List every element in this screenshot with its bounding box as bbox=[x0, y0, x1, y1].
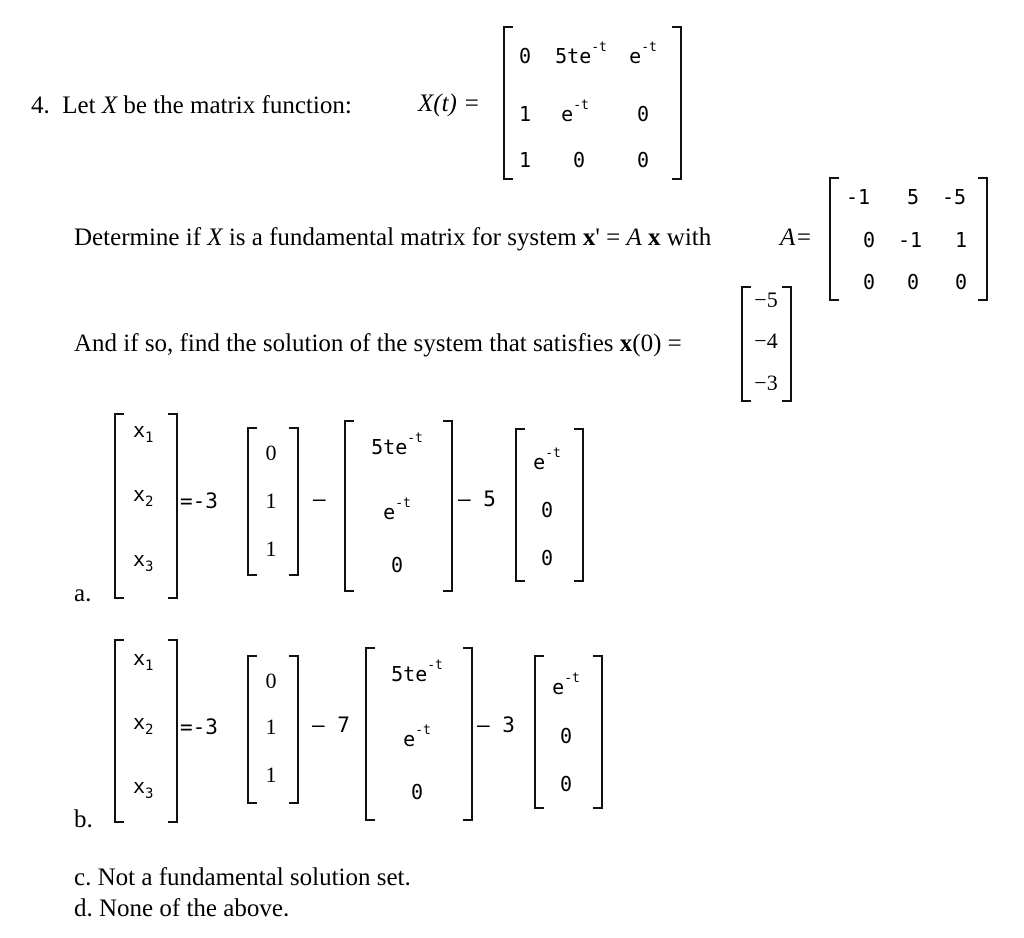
option-a-op3: — 5 bbox=[458, 487, 496, 511]
intro-rest: be the matrix function: bbox=[123, 92, 352, 119]
matrix-x-cell: 0 bbox=[636, 102, 650, 126]
matrix-a-cell: 5 bbox=[906, 185, 920, 209]
solution-var: $x_1$ bbox=[133, 418, 154, 446]
vector-x0-cell: −5 bbox=[754, 287, 778, 312]
option-b-v3-cell: 0 bbox=[559, 724, 573, 748]
option-b-v2-cell: 0 bbox=[410, 780, 424, 804]
option-a-op2: — bbox=[313, 487, 326, 511]
option-a-label: a. bbox=[74, 580, 92, 607]
option-b-v3-cell: $e^{-t}$ bbox=[552, 671, 580, 699]
matrix-x-cell: 0 bbox=[572, 148, 586, 172]
solution-var: $x_3$ bbox=[133, 774, 154, 802]
andif-line: And if so, find the solution of the system that satisfies x(0) = bbox=[74, 330, 682, 357]
matrix-x-cell: $e^{-t}$ bbox=[561, 98, 589, 126]
option-b-v2-cell: $e^{-t}$ bbox=[403, 723, 431, 751]
matrix-x-cell: 1 bbox=[518, 102, 532, 126]
vector-x0-cell: −3 bbox=[754, 370, 778, 395]
option-a-v3-cell: 0 bbox=[540, 498, 554, 522]
a-label: A= bbox=[780, 224, 813, 251]
option-b-v3-cell: 0 bbox=[559, 772, 573, 796]
option-b-eq: =-3 bbox=[180, 715, 218, 739]
option-a-v2-cell: $e^{-t}$ bbox=[383, 496, 411, 524]
matrix-a-cell: 0 bbox=[862, 228, 876, 252]
matrix-x-cell: $e^{-t}$ bbox=[629, 40, 657, 68]
solution-var: $x_1$ bbox=[133, 646, 154, 674]
solution-var: $x_2$ bbox=[133, 710, 154, 738]
option-b-v1-cell: 0 bbox=[265, 668, 277, 693]
option-b-v1-cell: 1 bbox=[265, 762, 277, 787]
matrix-a-cell: 1 bbox=[954, 228, 968, 252]
matrix-x-cell: 0 bbox=[636, 148, 650, 172]
option-d[interactable]: d. None of the above. bbox=[74, 895, 290, 922]
option-a-v2-cell: $5te^{-t}$ bbox=[371, 431, 423, 459]
option-a-v1-cell: 0 bbox=[265, 440, 277, 465]
determine-line: Determine if X is a fundamental matrix for system x' = A x with bbox=[74, 224, 712, 251]
solution-var: $x_2$ bbox=[133, 482, 154, 510]
var-x: X bbox=[101, 92, 118, 119]
question-line bbox=[31, 92, 352, 120]
matrix-a-cell: 0 bbox=[954, 270, 968, 294]
option-a-v3-cell: $e^{-t}$ bbox=[533, 446, 561, 474]
matrix-a-cell: -1 bbox=[845, 185, 871, 209]
matrix-x-cell: 0 bbox=[518, 44, 532, 68]
option-a-eq: =-3 bbox=[180, 489, 218, 513]
option-b-op2: — 7 bbox=[312, 713, 350, 737]
xt-label: X(t) = bbox=[418, 90, 480, 117]
option-b-label: b. bbox=[74, 806, 93, 833]
matrix-x-cell: $5te^{-t}$ bbox=[555, 40, 607, 68]
matrix-a-cell: 0 bbox=[906, 270, 920, 294]
option-a-v3-cell: 0 bbox=[540, 546, 554, 570]
vector-x0-cell: −4 bbox=[754, 328, 778, 353]
matrix-a-cell: -5 bbox=[941, 185, 967, 209]
option-b-v1-cell: 1 bbox=[265, 714, 277, 739]
option-b-op3: — 3 bbox=[477, 713, 515, 737]
matrix-a-cell: -1 bbox=[897, 228, 923, 252]
matrix-a-cell: 0 bbox=[862, 270, 876, 294]
option-a-v1-cell: 1 bbox=[265, 488, 277, 513]
question-number: 4. bbox=[31, 92, 50, 119]
option-a-v2-cell: 0 bbox=[390, 553, 404, 577]
option-a-v1-cell: 1 bbox=[265, 536, 277, 561]
intro-text: Let bbox=[62, 92, 96, 119]
option-b-v2-cell: $5te^{-t}$ bbox=[391, 658, 443, 686]
solution-var: $x_3$ bbox=[133, 547, 154, 575]
option-c[interactable]: c. Not a fundamental solution set. bbox=[74, 864, 411, 891]
matrix-x-cell: 1 bbox=[518, 148, 532, 172]
